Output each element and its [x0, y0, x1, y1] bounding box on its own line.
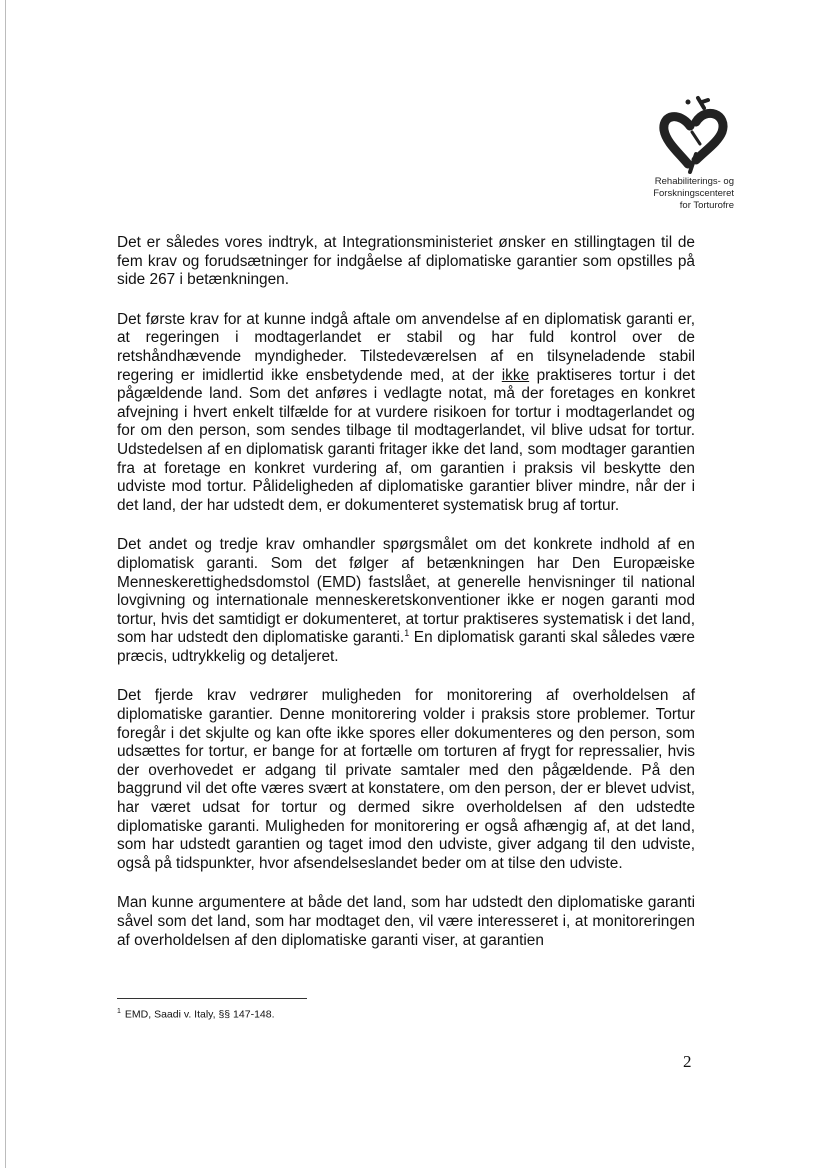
paragraph-5: Man kunne argumentere at både det land, som har udstedt den diplomatiske garanti såvel som det land, som har modtaget den, vil være interesseret i, at monitoreringen af overholdelsen af den diplomatiske garanti viser, at garantien: [117, 894, 695, 949]
heart-figure-logo-icon: [652, 92, 734, 174]
paragraph-2: [117, 311, 695, 516]
footnote: [117, 1005, 275, 1022]
organization-name: [612, 176, 734, 212]
paragraph-3-part-1: Det andet og tredje krav omhandler spørgsmålet om det konkrete indhold af en diplomatisk garanti. Som det følger af betænkningen har Den Europæiske Menneskerettighedsdomstol (EMD) fastslået, at generelle henvisninger til national lovgivning og internationale menneskeretskonventioner ikke er nogen garanti mod tortur, hvis det samtidigt er dokumenteret, at tortur praktiseres systematisk i det land, som har udstedt den diplomatiske garanti.: [117, 536, 695, 647]
footnote-number: 1: [117, 1008, 121, 1015]
page-edge-line: [5, 0, 6, 1168]
footnote-divider: [117, 998, 307, 999]
letter-body: [117, 234, 695, 971]
organization-name-line3: for Torturofre: [679, 200, 734, 211]
footnote-text: EMD, Saadi v. Italy, §§ 147-148.: [124, 1008, 275, 1021]
paragraph-2-part-1: Det første krav for at kunne indgå aftale om anvendelse af en diplomatisk garanti er, at regeringen i modtagerlandet er stabil og har fuld kontrol over de retshåndhævende myndigheder. Tilstedeværelsen af en tilsyneladende stabil regering er imidlertid ikke ensbetydende med, at der: [117, 310, 695, 384]
underlined-word: ikke: [501, 366, 530, 384]
paragraph-4: Det fjerde krav vedrører muligheden for monitorering af overholdelsen af diplomatiske garantier. Denne monitorering volder i praksis store problemer. Tortur foregår i det skjulte og kan ofte ikke spores eller dokumenteres og den person, som udsættes for tortur, er bange for at fortælle om torturen af frygt for repressalier, hvis der overhovedet er adgang til private samtaler med den pågældende. På den baggrund vil det ofte væres svært at konstatere, om den person, der er blevet udvist, har været udsat for tortur og dermed sikre overholdelsen af den udstedte diplomatiske garanti. Muligheden for monitorering er også afhængig af, at det land, som har udstedt garantien og taget imod den udviste, giver adgang til den udviste, også på tidspunkter, hvor afsendelseslandet beder om at tilse den udviste.: [117, 687, 695, 872]
paragraph-3: [117, 536, 695, 666]
paragraph-1: Det er således vores indtryk, at Integrationsministeriet ønsker en stillingtagen til de fem krav og forudsætninger for indgåelse af diplomatiske garantier som opstilles på side 267 i betænkningen.: [117, 234, 695, 289]
footnote-reference: 1: [404, 628, 410, 639]
page-number: 2: [683, 1052, 692, 1071]
paragraph-2-part-2: praktiseres tortur i det pågældende land. Som det anføres i vedlagte notat, må der foretages en konkret afvejning i hvert enkelt tilfælde for at vurdere risikoen for tortur i modtagerlandet og for om den person, som sendes tilbage til modtagerlandet, vil blive udsat for tortur. Udstedelsen af en diplomatisk garanti fritager ikke det land, som modtager garantien fra at foretage en konkret vurdering af, om garantien i praksis vil beskytte den udviste mod tortur. Pålideligheden af diplomatiske garantier bliver mindre, når der i det land, der har udstedt dem, er dokumenteret systematisk brug af tortur.: [117, 366, 695, 514]
organization-logo: [612, 92, 734, 222]
organization-name-line2: Forskningscenteret: [653, 188, 734, 199]
organization-name-line1: Rehabiliterings- og: [654, 176, 734, 187]
paragraph-3-part-2: En diplomatisk garanti skal således være præcis, udtrykkelig og detaljeret.: [117, 629, 695, 665]
